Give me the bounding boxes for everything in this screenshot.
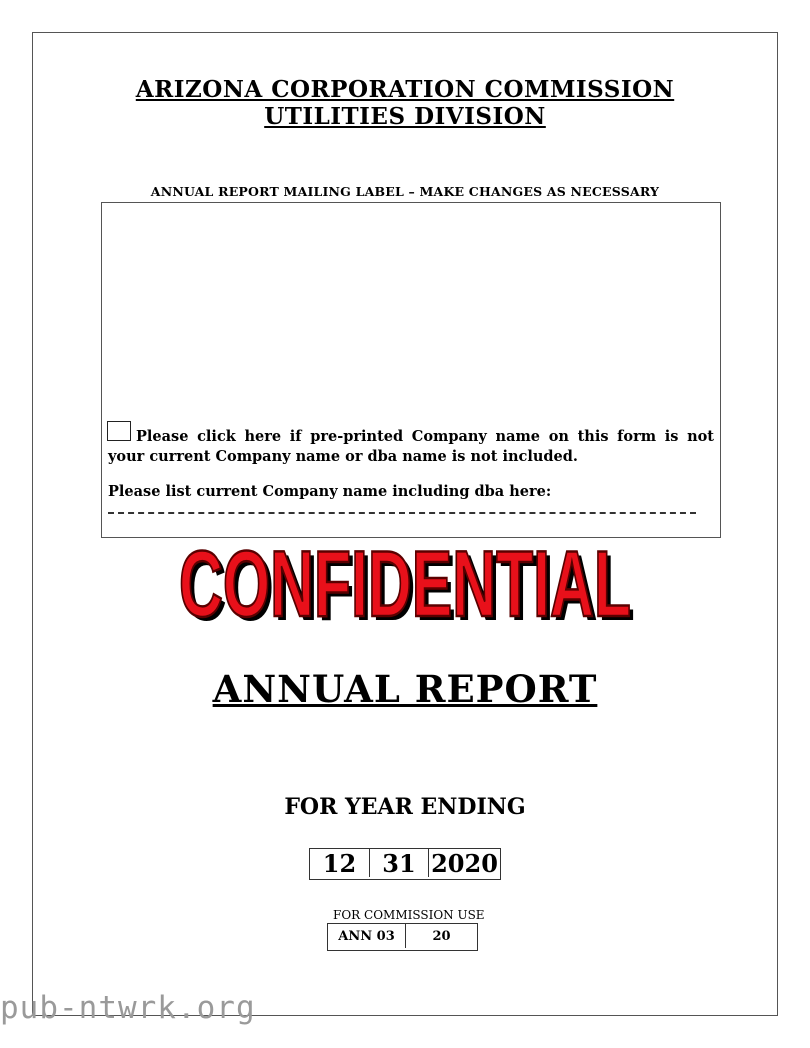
year-ending-label: FOR YEAR ENDING bbox=[284, 794, 526, 820]
commission-use-box bbox=[327, 923, 478, 951]
company-name-notice: Please click here if pre-printed Company name on this form is not your current Company name or dba name is not included. bbox=[108, 428, 714, 465]
commission-code: ANN 03 bbox=[328, 924, 406, 948]
confidential-stamp-graphic bbox=[165, 531, 645, 640]
year-ending-date bbox=[309, 848, 501, 880]
confidential-stamp-shadow: CONFIDENTIAL bbox=[183, 535, 635, 640]
date-day: 31 bbox=[370, 849, 429, 877]
company-name-prompt: Please list current Company name including dba here: bbox=[108, 483, 552, 500]
mailing-label-heading: ANNUAL REPORT MAILING LABEL – MAKE CHANGES AS NECESSARY bbox=[150, 184, 660, 199]
watermark: pub-ntwrk.org bbox=[0, 990, 256, 1026]
commission-title: ARIZONA CORPORATION COMMISSION bbox=[135, 76, 675, 103]
date-year: 2020 bbox=[431, 848, 498, 878]
confidential-stamp bbox=[0, 531, 810, 640]
commission-value: 20 bbox=[432, 928, 451, 944]
commission-use-label: FOR COMMISSION USE bbox=[333, 908, 485, 922]
date-month: 12 bbox=[310, 849, 370, 877]
company-name-entry-line[interactable] bbox=[108, 512, 696, 514]
report-title: ANNUAL REPORT bbox=[212, 667, 598, 711]
division-title: UTILITIES DIVISION bbox=[264, 103, 546, 130]
confidential-stamp-text: CONFIDENTIAL bbox=[179, 531, 631, 636]
